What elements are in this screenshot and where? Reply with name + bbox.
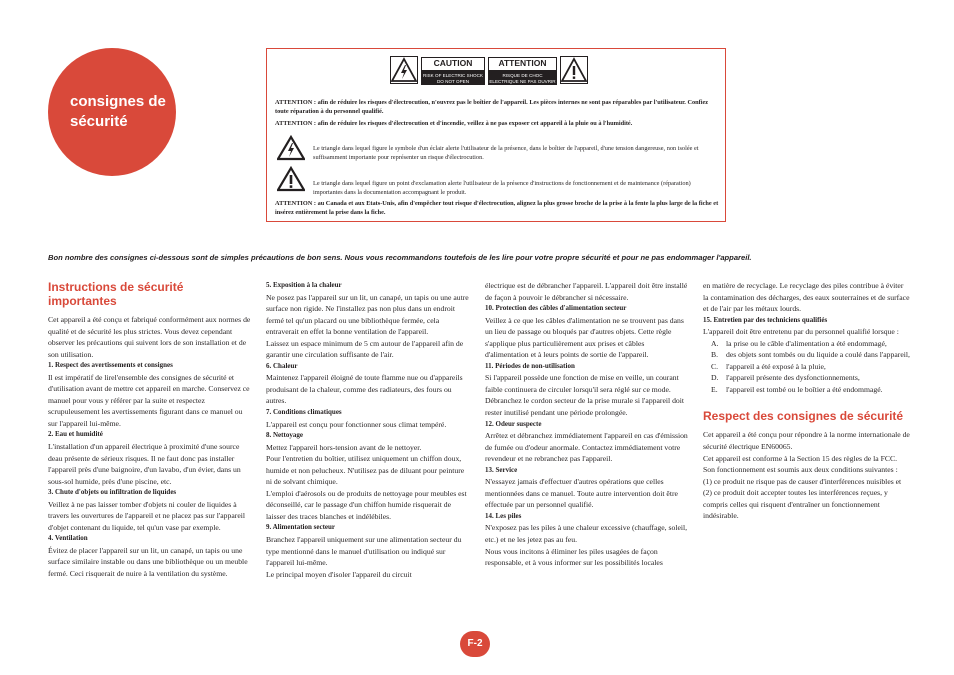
lightning-triangle-icon (277, 135, 305, 161)
column-1 (48, 280, 253, 580)
paragraph: en matière de recyclage. Le recyclage des piles contribue à éviter la contamination des décharges, des eaux souterraines et de surface et de l'air par les métaux lourds. (703, 281, 910, 314)
subheading: 13. Service (485, 465, 518, 474)
subheading: 8. Nettoyage (266, 431, 303, 440)
subheading: 11. Périodes de non-utilisation (485, 361, 575, 370)
subheading: 15. Entretien par des techniciens qualifiés (703, 315, 828, 324)
list-item (703, 372, 910, 384)
list-key: B. (711, 350, 719, 360)
paragraph: Pour l'entretien du boîtier, utilisez uniquement un chiffon doux, humide et non pelucheux. N'utilisez pas de diluant pour peinture ni de solvant chimique. (266, 454, 465, 487)
lightning-text: Le triangle dans lequel figure le symbole d'un éclair alerte l'utilisateur de la présence, dans le boîtier de l'appareil, d'une tension dangereuse, non isolée et suffisamment importante pour représenter un risque d'électrocution. (313, 145, 699, 161)
attention-label: ATTENTION (488, 57, 557, 71)
caution-sub: RISK OF ELECTRIC SHOCK DO NOT OPEN (421, 71, 485, 85)
paragraph: Arrêtez et débranchez immédiatement l'appareil en cas d'émission de fumée ou d'odeur anormale. Contactez immédiatement votre revendeur et ne rebranchez pas l'appareil. (485, 431, 688, 464)
section-title-circle (48, 48, 176, 176)
subheading: 12. Odeur suspecte (485, 419, 542, 428)
intro-text: Bon nombre des consignes ci-dessous sont de simples précautions de bon sens. Nous vous recommandons toutefois de les lire pour votre propre sécurité et pour ne pas endommager l'appareil. (48, 253, 752, 262)
list-text: l'appareil a été exposé à la pluie, (726, 361, 826, 371)
paragraph: Si l'appareil possède une fonction de mise en veille, un courant faible continuera de circuler lorsqu'il sera réglé sur ce mode. Débranchez le cordon secteur de la prise murale si l'appareil doit rester inutilisé pendant une période prolongée. (485, 373, 685, 418)
list-text: la prise ou le câble d'alimentation a été endommagé, (726, 338, 887, 348)
paragraph: (2) ce produit doit accepter toutes les interférences reçues, y compris celles qui risquent d'entraîner un fonctionnement indésirable. (703, 488, 888, 521)
list-key: C. (711, 361, 719, 371)
caution-label: CAUTION (421, 57, 485, 71)
subheading: 5. Exposition à la chaleur (266, 281, 342, 289)
column-4 (703, 280, 910, 522)
canada-warning: ATTENTION : au Canada et aux Etats-Unis, afin d'empêcher tout risque d'électrocution, alignez la plus grosse broche de la prise à la fente la plus large de la fiche et insérez entièrement la prise dans la fiche. (275, 200, 719, 216)
paragraph: Maintenez l'appareil éloigné de toute flamme nue ou d'appareils produisant de la chaleur, comme des radiateurs, des fours ou autres. (266, 373, 463, 406)
subheading: 10. Protection des câbles d'alimentation secteur (485, 304, 627, 313)
paragraph: Veillez à ce que les câbles d'alimentation ne se trouvent pas dans un lieu de passage ou bloqués par d'autres objets. Cette règle s'applique plus particulièrement aux prises et câbles d'alimentation et à leurs points de sortie de l'appareil. (485, 315, 684, 360)
list-key: E. (711, 384, 718, 394)
lightning-warning-icon (390, 56, 418, 84)
column-2 (266, 280, 469, 580)
paragraph: L'appareil doit être entretenu par du personnel qualifié lorsque : (703, 327, 899, 337)
exclamation-triangle-icon (277, 166, 305, 192)
paragraph: Cet appareil a été conçu pour répondre à la norme internationale de sécurité électrique EN60065. (703, 430, 910, 452)
exclamation-text: Le triangle dans lequel figure un point d'exclamation alerte l'utilisateur de la présence d'instructions de fonctionnement et de maintenance (réparation) importantes dans la documentation accompagnant le produit. (313, 180, 691, 196)
exclamation-warning-icon (560, 56, 588, 84)
list-item (703, 349, 910, 361)
paragraph: N'essayez jamais d'effectuer d'autres opérations que celles mentionnées dans ce manuel. Toute autre intervention doit être effectuée par un personnel qualifié. (485, 477, 678, 510)
subheading: 6. Chaleur (266, 361, 298, 370)
paragraph: Veillez à ne pas laisser tomber d'objets ni couler de liquides à travers les ouvertures de l'appareil et ne placez pas sur l'appareil d'objet contenant du liquide, tel qu'un vase par exemple. (48, 499, 246, 532)
paragraph: L'emploi d'aérosols ou de produits de nettoyage pour meubles est déconseillé, car le passage d'un chiffon humide risquerait de laisser des traces blanches et indélébiles. (266, 488, 467, 521)
paragraph: (1) ce produit ne risque pas de causer d'interférences nuisibles et (703, 476, 902, 486)
paragraph: Cet appareil a été conçu et fabriqué conformément aux normes de qualité et de sécurité les plus strictes. Vous devez cependant observer les précautions qui suivent lors de son installation et de son utilisation. (48, 315, 251, 359)
subheading: 7. Conditions climatiques (266, 408, 342, 417)
subheading: 4. Ventilation (48, 534, 88, 543)
list-text: l'appareil présente des dysfonctionnements, (726, 373, 860, 383)
paragraph: L'installation d'un appareil électrique à proximité d'une source deau présente de sérieux risques. Il ne faut donc pas installer l'appareil près d'une baignoire, d'un lavabo, d'un évier, dans un sous-sol humide, près d'une piscine, etc. (48, 442, 241, 486)
subheading: 14. Les piles (485, 511, 522, 520)
warning-rain: ATTENTION : afin de réduire les risques d'électrocution et d'incendie, veillez à ne pas exposer cet appareil à la pluie ou à l'humidité. (275, 120, 633, 127)
list-text: des objets sont tombés ou du liquide a coulé dans l'appareil, (726, 350, 910, 360)
subheading: 3. Chute d'objets ou infiltration de liquides (48, 488, 177, 497)
paragraph: Évitez de placer l'appareil sur un lit, un canapé, un tapis ou une surface similaire instable ou dans une bibliothèque ou un meuble fermé. Ceci risquerait de nuire à la ventilation du système. (48, 545, 248, 579)
warning-shock: ATTENTION : afin de réduire les risques d'électrocution, n'ouvrez pas le boîtier de l'appareil. Les pièces internes ne sont pas réparables par l'utilisateur. Confiez toute réparation à du personnel qualifié. (275, 99, 709, 115)
paragraph: Branchez l'appareil uniquement sur une alimentation secteur du type mentionné dans le manuel d'utilisation ou indiqué sur l'appareil lui-même. (266, 535, 462, 568)
subheading: 1. Respect des avertissements et consignes (48, 361, 173, 370)
paragraph: N'exposez pas les piles à une chaleur excessive (chauffage, soleil, etc.) et ne les jetez pas au feu. (485, 523, 688, 545)
instructions-heading: Instructions de sécurité importantes (48, 280, 184, 308)
list-item (703, 384, 910, 396)
list-key: D. (711, 373, 719, 383)
list-item (703, 338, 910, 350)
paragraph: électrique est de débrancher l'appareil. L'appareil doit être installé de façon à pouvoir le débrancher si nécessaire. (485, 281, 688, 302)
list-text: l'appareil est tombé ou le boîtier a été endommagé. (726, 384, 883, 394)
paragraph: Ne posez pas l'appareil sur un lit, un canapé, un tapis ou une autre surface non rigide. Ne l'installez pas non plus dans un endroit fermé tel qu'un placard ou une bibliothèque fermée, cela entraverait en effet la bonne ventilation de l'appareil. (266, 292, 469, 337)
list-item (703, 361, 910, 373)
column-3 (485, 280, 689, 569)
subheading: 9. Alimentation secteur (266, 523, 336, 532)
paragraph: Laissez un espace minimum de 5 cm autour de l'appareil afin de garantir une circulation suffisante de l'air. (266, 338, 464, 360)
list-key: A. (711, 338, 719, 348)
paragraph: Cet appareil est conforme à la Section 15 des règles de la FCC. Son fonctionnement est soumis aux deux conditions suivantes : (703, 453, 898, 475)
paragraph: L'appareil est conçu pour fonctionner sous climat tempéré. (266, 419, 447, 429)
section-title: consignes de sécurité (70, 93, 166, 130)
page-number: F-2 (460, 631, 490, 657)
compliance-heading: Respect des consignes de sécurité (703, 409, 904, 424)
warning-box (266, 48, 726, 222)
subheading: 2. Eau et humidité (48, 430, 103, 439)
paragraph: Nous vous incitons à éliminer les piles usagées de façon responsable, et à vous informer sur les possibilités locales (485, 546, 663, 568)
paragraph: Mettez l'appareil hors-tension avant de le nettoyer. (266, 442, 422, 452)
attention-sub: RISQUE DE CHOC ELECTRIQUE NE PAS OUVRIR (489, 73, 556, 84)
paragraph: Le principal moyen d'isoler l'appareil du circuit (266, 569, 412, 579)
paragraph: Il est impératif de lirel'ensemble des consignes de sécurité et d'utilisation avant de mettre cet appareil en marche. Conservez ce manuel pour vous y référer par la suite et respectez scrupuleusement les avertissements figurant dans ce manuel ou sur l'appareil lui-même. (48, 372, 250, 428)
